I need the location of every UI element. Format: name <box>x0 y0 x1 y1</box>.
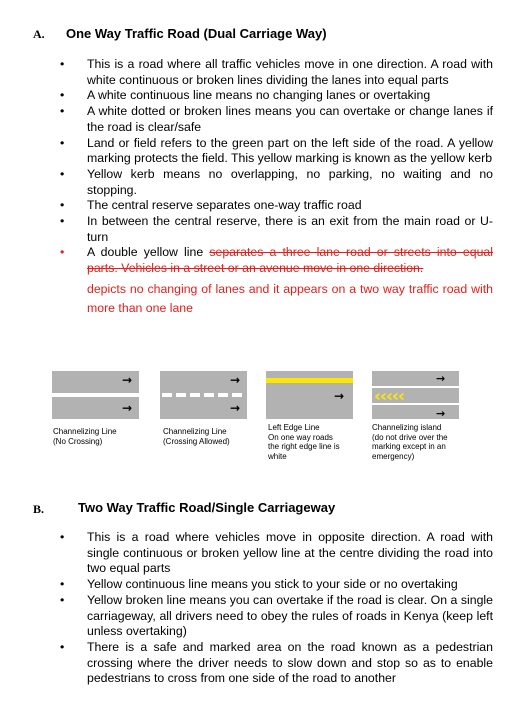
bullet-icon: • <box>60 592 65 607</box>
diagram-left-edge-line <box>266 371 353 419</box>
section-b-title: Two Way Traffic Road/Single Carriageway <box>78 500 336 515</box>
caption-channelizing-crossing-allowed <box>163 427 263 446</box>
list-item: • Yellow continuous line means you stick to your side or no overtaking <box>60 577 458 592</box>
caption-channelizing-island <box>372 423 472 461</box>
red-bullet-lead: A double yellow line <box>87 245 210 260</box>
arrow-right-icon: → <box>436 407 446 419</box>
list-item: • The central reserve separates one-way traffic road <box>60 198 362 213</box>
diagram-channelizing-no-crossing <box>52 371 139 419</box>
arrow-right-icon: → <box>334 389 345 403</box>
list-item: • Land or field refers to the green part on the left side of the road. A yellow marking protects the field. This yellow marking is known as the yellow kerb <box>60 135 493 166</box>
list-item: • In between the central reserve, there is an exit from the main road or U-turn <box>60 214 493 244</box>
list-item: • Yellow kerb means no overlapping, no parking, no waiting and no stopping. <box>60 166 493 197</box>
caption-line: (Crossing Allowed) <box>163 436 230 446</box>
road-graphic <box>372 371 459 419</box>
diagram-channelizing-island <box>372 371 459 419</box>
arrow-right-icon: → <box>436 372 446 385</box>
list-item: • This is a road where vehicles move in opposite direction. A road with single continuous or broken yellow line at the centre dividing the road into two equal parts <box>60 530 493 576</box>
bullet-icon: • <box>60 135 65 150</box>
list-item-red-edit <box>60 245 493 317</box>
continuous-white-line <box>52 393 139 397</box>
list-item: • This is a road where all traffic vehicles move in one direction. A road with white continuous or broken lines dividing the lanes into equal parts <box>60 57 493 87</box>
bullet-icon: • <box>60 245 65 260</box>
caption-line: Left Edge Line <box>268 423 320 432</box>
yellow-edge-line <box>266 378 353 383</box>
struck-text: separates a three lane road or streets into equal parts. Vehicles in a street or an avenue move in one direction. <box>87 245 493 276</box>
arrow-right-icon: → <box>122 401 133 415</box>
section-a-title: One Way Traffic Road (Dual Carriage Way) <box>66 26 327 41</box>
section-a-label: A. <box>33 27 45 41</box>
caption-channelizing-no-crossing <box>53 427 153 446</box>
bullet-icon: • <box>60 166 65 181</box>
road-graphic <box>266 371 353 419</box>
bullet-icon: • <box>60 198 65 213</box>
bullet-icon: • <box>60 104 65 119</box>
bullet-icon: • <box>60 214 65 229</box>
caption-left-edge-line <box>268 423 363 461</box>
yellow-chevron-markings: ‹‹‹‹‹ <box>374 386 405 407</box>
red-inserted-text: depicts no changing of lanes and it appears on a two way traffic road with more than one lane <box>87 281 493 315</box>
diagram-channelizing-crossing-allowed <box>160 371 247 419</box>
road-graphic <box>160 371 247 419</box>
section-b-label: B. <box>33 502 45 516</box>
bullet-icon: • <box>60 577 65 592</box>
arrow-right-icon: → <box>230 373 241 387</box>
caption-line: emergency) <box>372 451 415 461</box>
road-graphic <box>52 371 139 419</box>
bullet-icon: • <box>60 57 65 71</box>
list-item: • There is a safe and marked area on the road known as a pedestrian crossing where the driver needs to slow down and stop so as to enable pedestrians to cross from one side of the road to another <box>60 639 493 686</box>
list-item: • Yellow broken line means you can overtake if the road is clear. On a single carriageway, all drivers need to obey the rules of roads in Kenya (keep left unless overtaking) <box>60 592 493 639</box>
arrow-right-icon: → <box>230 401 241 415</box>
caption-line: white <box>268 451 287 461</box>
caption-line: (No Crossing) <box>53 436 103 446</box>
caption-line: the right edge line is <box>268 442 340 451</box>
caption-line: Channelizing island <box>372 423 442 432</box>
section-a-bullet-list <box>60 57 493 318</box>
caption-line: On one way roads <box>268 432 333 442</box>
arrow-right-icon: → <box>122 373 133 387</box>
bullet-icon: • <box>60 639 65 654</box>
list-item: • A white continuous line means no changing lanes or overtaking <box>60 88 431 103</box>
section-b-bullet-list <box>60 530 493 687</box>
bullet-icon: • <box>60 88 65 103</box>
list-item: • A white dotted or broken lines means you can overtake or change lanes if the road is clear/safe <box>60 104 493 134</box>
caption-line: Channelizing Line <box>53 427 117 436</box>
bullet-icon: • <box>60 530 65 544</box>
caption-line: (do not drive over the <box>372 432 448 442</box>
caption-line: Channelizing Line <box>163 427 227 436</box>
caption-line: marking except in an <box>372 442 446 451</box>
